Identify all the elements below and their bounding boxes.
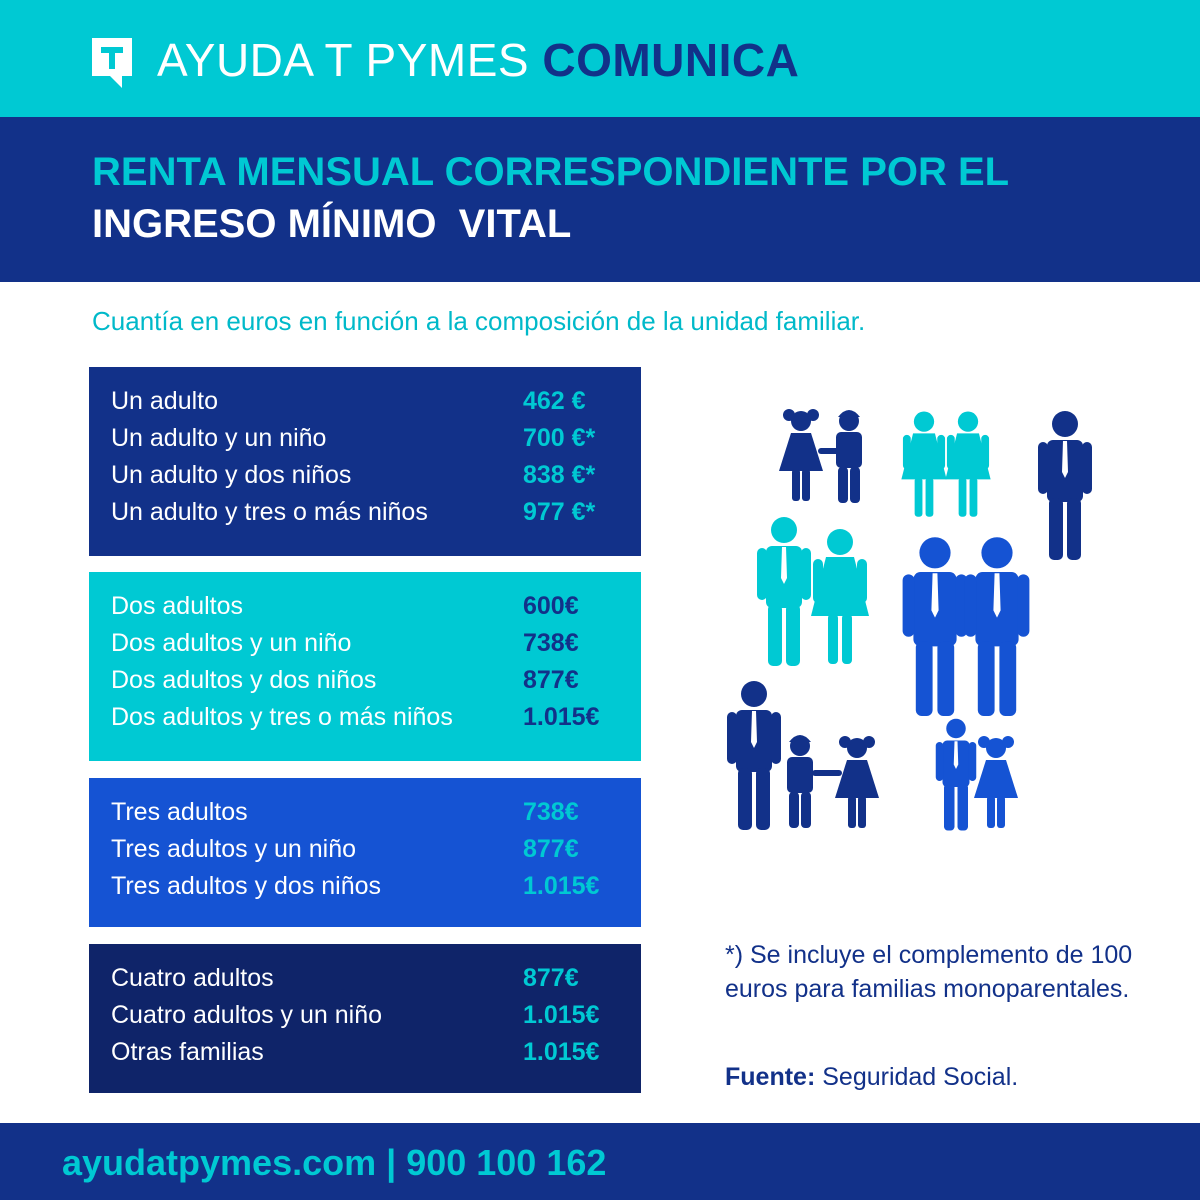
row-value: 1.015€ [523,1001,600,1029]
row-value: 1.015€ [523,703,600,731]
source-line: Fuente: Seguridad Social. [725,1063,1019,1091]
row-label: Dos adultos [111,592,244,620]
row-label: Tres adultos y un niño [111,835,357,863]
row-label: Cuatro adultos [111,964,274,992]
row-label: Un adulto y dos niños [111,461,352,489]
subtitle: Cuantía en euros en función a la composición de la unidad familiar. [92,306,866,336]
row-value: 700 €* [523,424,596,452]
row-label: Dos adultos y dos niños [111,666,377,694]
brand-title: AYUDA T PYMES COMUNICA [157,34,800,86]
group-one-adult [89,367,641,556]
table-row [111,457,621,494]
row-label: Un adulto y un niño [111,424,327,452]
table-row [111,662,621,699]
row-label: Dos adultos y un niño [111,629,352,657]
row-value: 738€ [523,629,579,657]
table-row [111,420,621,457]
group-four-adults [89,944,641,1093]
family-figures-icon [720,405,1120,845]
group-two-adults [89,572,641,761]
title-line-1: RENTA MENSUAL CORRESPONDIENTE POR EL [92,150,1010,194]
table-row [111,383,621,420]
row-value: 977 €* [523,498,596,526]
footer-contact[interactable]: ayudatpymes.com | 900 100 162 [62,1142,607,1183]
table-row [111,960,621,997]
table-row [111,997,621,1034]
row-value: 877€ [523,666,579,694]
row-label: Tres adultos y dos niños [111,872,382,900]
table-row [111,831,621,868]
footnote: *) Se incluye el complemento de 100 euros para familias monoparentales. [725,941,1133,1003]
table-row [111,794,621,831]
table-row [111,1034,621,1071]
row-label: Dos adultos y tres o más niños [111,703,453,731]
table-row [111,868,621,905]
group-three-adults [89,778,641,927]
table-row [111,625,621,662]
table-row [111,494,621,531]
row-label: Cuatro adultos y un niño [111,1001,383,1029]
row-label: Un adulto y tres o más niños [111,498,428,526]
row-value: 600€ [523,592,579,620]
row-label: Otras familias [111,1038,264,1066]
row-value: 877€ [523,835,579,863]
title-line-2: INGRESO MÍNIMO VITAL [92,202,572,246]
row-value: 1.015€ [523,872,600,900]
row-label: Tres adultos [111,798,248,826]
table-row [111,699,621,736]
row-value: 877€ [523,964,579,992]
t-speech-bubble-icon [92,38,132,88]
row-value: 1.015€ [523,1038,600,1066]
row-value: 838 €* [523,461,596,489]
row-label: Un adulto [111,387,219,415]
table-row [111,588,621,625]
row-value: 738€ [523,798,579,826]
row-value: 462 € [523,387,586,415]
